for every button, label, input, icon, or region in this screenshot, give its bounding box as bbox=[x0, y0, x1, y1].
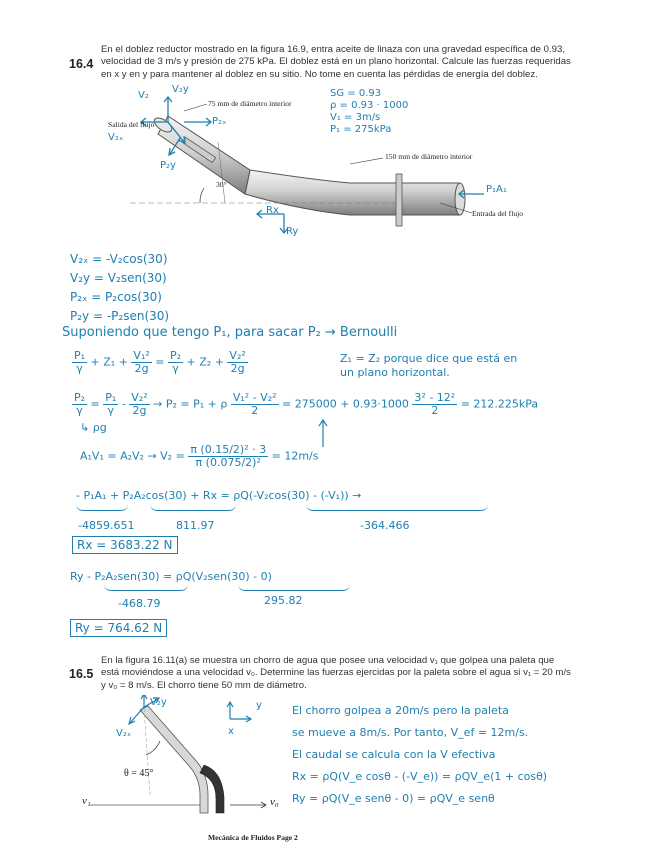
bernoulli-equation bbox=[72, 350, 248, 375]
given-line: V₁ = 3m/s bbox=[330, 112, 381, 123]
small-diameter-label: 75 mm de diámetro interior bbox=[208, 99, 292, 108]
frac-den: 2g bbox=[132, 404, 147, 417]
underbrace bbox=[76, 504, 128, 511]
rx-label: Rx bbox=[266, 205, 279, 216]
underbrace bbox=[104, 584, 188, 591]
momentum-value: -364.466 bbox=[360, 519, 410, 532]
page-footer: Mecánica de Fluidos Page 2 bbox=[208, 833, 298, 842]
axis-x-label: x bbox=[228, 726, 234, 737]
term: → P₂ = P₁ + ρ bbox=[153, 397, 228, 411]
pressure-result: = 212.225kPa bbox=[460, 397, 539, 411]
underbrace bbox=[306, 504, 488, 511]
large-diameter-label: 150 mm de diámetro interior bbox=[385, 152, 473, 161]
statement-line: en x y en y para mantener al doblez en su sitio. No tome en cuenta las pérdidas de energía del doblez. bbox=[101, 68, 538, 80]
note-line: Z₁ = Z₂ porque dice que está en bbox=[340, 352, 518, 365]
rho-g-note: ↳ ρg bbox=[80, 421, 107, 434]
statement-line: está moviéndose a una velocidad v₀. Determine las fuerzas ejercidas por la paleta sobre el agua si v₁ = 20 m/s bbox=[101, 667, 571, 679]
continuity-equation bbox=[80, 444, 318, 469]
frac-num: 3² - 12² bbox=[414, 391, 456, 404]
term: = bbox=[90, 397, 100, 411]
v1-label: v₁ bbox=[82, 795, 91, 807]
term: + Z₂ + bbox=[186, 355, 224, 369]
given-line: ρ = 0.93 · 1000 bbox=[330, 100, 409, 111]
frac-num: P₂ bbox=[74, 391, 86, 404]
term: = 275000 + 0.93·1000 bbox=[282, 397, 409, 411]
problem-number: 16.4 bbox=[69, 57, 94, 71]
underbrace bbox=[150, 504, 236, 511]
frac-num: P₁ bbox=[105, 391, 117, 404]
moving-vane-figure bbox=[80, 695, 280, 820]
inlet-label: Entrada del flujo bbox=[472, 209, 524, 218]
frac-den: 2g bbox=[230, 362, 245, 375]
v0-label: v₀ bbox=[270, 796, 279, 808]
problem-statement bbox=[101, 44, 641, 81]
pressure-solution bbox=[72, 392, 538, 417]
v2x-label: V₂ₓ bbox=[116, 728, 132, 739]
v2-label: V₂ bbox=[138, 90, 149, 101]
v2y-label: V₂y bbox=[172, 84, 189, 95]
frac-num: P₁ bbox=[74, 349, 86, 362]
angle-label: 30° bbox=[216, 180, 227, 189]
term: - bbox=[121, 397, 126, 411]
frac-den: γ bbox=[76, 362, 83, 375]
frac-den: π (0.075/2)² bbox=[195, 456, 261, 469]
solution-line: El caudal se calcula con la V efectiva bbox=[292, 748, 496, 761]
frac-den: γ bbox=[172, 362, 179, 375]
solution-line: Rx = ρQ(V_e cosθ - (-V_e)) = ρQV_e(1 + cosθ) bbox=[292, 770, 548, 783]
statement-line: En la figura 16.11(a) se muestra un chorro de agua que posee una velocidad v₁ que golpea una paleta que bbox=[101, 655, 555, 666]
term: = bbox=[155, 355, 165, 369]
p1a1-label: P₁A₁ bbox=[486, 184, 507, 195]
frac-den: γ bbox=[107, 404, 115, 417]
angle-label: θ = 45° bbox=[124, 768, 154, 779]
term: A₁V₁ = A₂V₂ → V₂ = bbox=[80, 449, 185, 463]
v2y-label: V₂y bbox=[150, 697, 167, 708]
problem-number: 16.5 bbox=[69, 667, 94, 681]
term: + Z₁ + bbox=[90, 355, 128, 369]
frac-den: 2g bbox=[134, 362, 149, 375]
given-data bbox=[330, 88, 408, 136]
ry-result: Ry = 764.62 N bbox=[70, 619, 167, 637]
outlet-label: Salida del flujo bbox=[108, 120, 155, 129]
solution-line: se mueve a 8m/s. Por tanto, V_ef = 12m/s. bbox=[292, 726, 529, 739]
frac-num: P₂ bbox=[170, 349, 182, 362]
given-line: SG = 0.93 bbox=[330, 88, 382, 99]
statement-line: y v₀ = 8 m/s. El chorro tiene 50 mm de diámetro. bbox=[101, 679, 307, 691]
momentum-y-equation: Ry - P₂A₂sen(30) = ρQ(V₂sen(30) - 0) bbox=[70, 570, 272, 583]
solution-2-text bbox=[292, 700, 547, 810]
equation-line: V₂ₓ = -V₂cos(30) bbox=[70, 252, 168, 266]
frac-num: V₁² bbox=[133, 349, 150, 362]
frac-num: V₂² bbox=[229, 349, 246, 362]
solution-line: Ry = ρQ(V_e senθ - 0) = ρQV_e senθ bbox=[292, 792, 495, 805]
momentum-value: 811.97 bbox=[176, 519, 215, 532]
momentum-x-equation: - P₁A₁ + P₂A₂cos(30) + Rx = ρQ(-V₂cos(30) - (-V₁)) → bbox=[76, 489, 362, 502]
frac-den: 2 bbox=[251, 404, 259, 417]
solution-line: El chorro golpea a 20m/s pero la paleta bbox=[292, 704, 509, 717]
momentum-value: -468.79 bbox=[118, 597, 161, 610]
rx-result: Rx = 3683.22 N bbox=[72, 536, 178, 554]
problem-statement bbox=[101, 655, 641, 692]
v2x-label: V₂ₓ bbox=[108, 132, 124, 143]
momentum-value: 295.82 bbox=[264, 594, 303, 607]
axis-y-label: y bbox=[256, 700, 262, 711]
horizontal-plane-note bbox=[340, 352, 517, 380]
frac-den: 2 bbox=[431, 404, 439, 417]
p2y-label: P₂y bbox=[160, 160, 176, 171]
statement-line: En el doblez reductor mostrado en la figura 16.9, entra aceite de linaza con una gravedad específica de 0.93, bbox=[101, 44, 565, 55]
given-line: P₁ = 275kPa bbox=[330, 124, 392, 135]
assumption-text: Suponiendo que tengo P₁, para sacar P₂ → Bernoulli bbox=[62, 325, 398, 340]
underbrace bbox=[238, 584, 350, 591]
statement-line: velocidad de 3 m/s y presión de 275 kPa. El doblez está en un plano horizontal. Calcule las fuerzas requeridas bbox=[101, 56, 571, 68]
momentum-value: -4859.651 bbox=[78, 519, 135, 532]
component-equations bbox=[70, 250, 169, 326]
frac-num: π (0.15/2)² · 3 bbox=[190, 443, 267, 456]
frac-den: γ bbox=[76, 404, 83, 417]
p2x-label: P₂ₓ bbox=[212, 116, 227, 127]
velocity-result: = 12m/s bbox=[271, 449, 319, 463]
equation-line: P₂ₓ = P₂cos(30) bbox=[70, 290, 162, 304]
ry-label: Ry bbox=[286, 226, 299, 237]
frac-num: V₂² bbox=[131, 391, 148, 404]
equation-line: V₂y = V₂sen(30) bbox=[70, 271, 167, 285]
note-line: un plano horizontal. bbox=[340, 366, 450, 379]
equation-line: P₂y = -P₂sen(30) bbox=[70, 309, 170, 323]
frac-num: V₁² - V₂² bbox=[232, 391, 277, 404]
